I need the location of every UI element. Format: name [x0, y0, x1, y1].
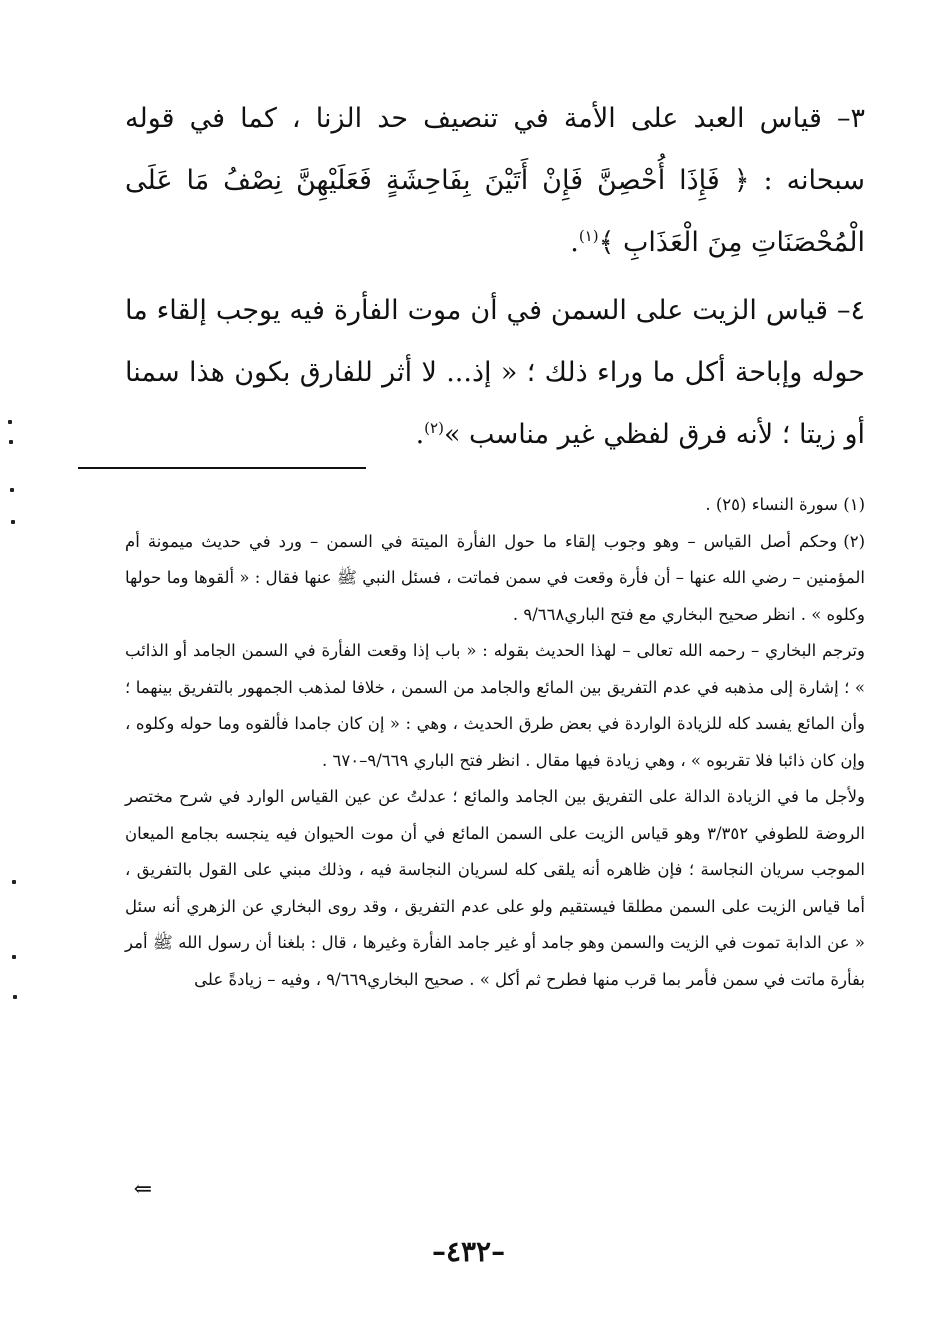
scan-speck: [12, 955, 16, 959]
paragraph-3-end: .: [570, 227, 579, 258]
footnote-2-number: (٢): [843, 531, 865, 551]
footnotes: [125, 487, 865, 998]
footnote-ref-2[interactable]: (٢): [424, 419, 444, 437]
footnote-2-part-a: وحكم أصل القياس – وهو وجوب إلقاء ما حول الفأرة الميتة في السمن – ورد في حديث ميمونة أم المؤمنين – رضي الله عنها – أن فأرة وقعت في سمن فماتت ، فسئل النبي ﷺ عنها فقال : « ألقوها وما حولها وكلوه » . انظر صحيح البخاري مع فتح الباري٩/٦٦٨ .: [125, 531, 865, 624]
paragraph-3: [125, 88, 865, 274]
paragraph-4: [125, 280, 865, 466]
footnote-separator: [78, 467, 366, 469]
paragraph-4-end: .: [415, 419, 425, 450]
scan-speck: [9, 440, 13, 444]
page-number: –٤٣٢–: [431, 1235, 506, 1268]
footnote-2-part-b: وترجم البخاري – رحمه الله تعالى – لهذا الحديث بقوله : « باب إذا وقعت الفأرة في السمن الجامد أو الذائب » ؛ إشارة إلى مذهبه في عدم التفريق بين المائع والجامد من السمن ، خلافا لمذهب الجمهور بالتفريق بينهما ؛ وأن المائع يفسد كله للزيادة الواردة في بعض طرق الحديث ، وهي : « إن كان جامدا فألقوه وما حوله وكلوه ، وإن كان ذائبا فلا تقربوه » ، وهي زيادة فيها مقال . انظر فتح الباري ٩/٦٦٩–٦٧٠ .: [125, 641, 865, 770]
quran-verse: ﴿ فَإِذَا أُحْصِنَّ فَإِنْ أَتَيْنَ بِفَاحِشَةٍ فَعَلَيْهِنَّ نِصْفُ مَا عَلَى الْمُحْصَنَاتِ مِنَ الْعَذَابِ ﴾: [125, 165, 865, 258]
scan-speck: [12, 880, 16, 884]
scan-speck: [8, 420, 12, 424]
footnote-2-part-c: ولأجل ما في الزيادة الدالة على التفريق بين الجامد والمائع ؛ عدلتُ عن عين القياس الوارد في شرح مختصر الروضة للطوفي ٣/٣٥٢ وهو قياس الزيت على السمن المائع في أن موت الحيوان فيه ينجسه بجامع الميعان الموجب سريان النجاسة ؛ فإن ظاهره أنه يلقى كله لسريان النجاسة فيه ، وذلك مبني على القول بالتفريق ، أما قياس الزيت على السمن مطلقا فيستقيم ولو على عدم التفريق ، وقد روى البخاري عن الزهري أنه سئل « عن الدابة تموت في الزيت والسمن وهو جامد أو غير جامد الفأرة وغيرها ، قال : بلغنا أن رسول الله ﷺ أمر بفأرة ماتت في سمن فأمر بما قرب منها فطرح ثم أكل » . صحيح البخاري٩/٦٦٩ ، وفيه – زيادةً على: [125, 787, 865, 989]
footnote-ref-1[interactable]: (١): [578, 227, 599, 245]
paragraph-3-text: ٣– قياس العبد على الأمة في تنصيف حد الزنا ، كما في قوله سبحانه :: [125, 103, 865, 196]
scan-speck: [10, 488, 14, 492]
paragraph-4-text: ٤– قياس الزيت على السمن في أن موت الفأرة فيه يوجب إلقاء ما حوله وإباحة أكل ما وراء ذلك ؛ « إذ... لا أثر للفارق بكون هذا سمنا أو زيتا ؛ لأنه فرق لفظي غير مناسب »: [125, 295, 865, 450]
footnote-2: [125, 524, 865, 634]
scan-speck: [11, 520, 15, 524]
scan-speck: [13, 995, 17, 999]
continue-arrow-icon: ⇐: [133, 1177, 152, 1202]
main-text: [125, 88, 865, 472]
footnote-1: (١) سورة النساء (٢٥) .: [705, 495, 865, 514]
